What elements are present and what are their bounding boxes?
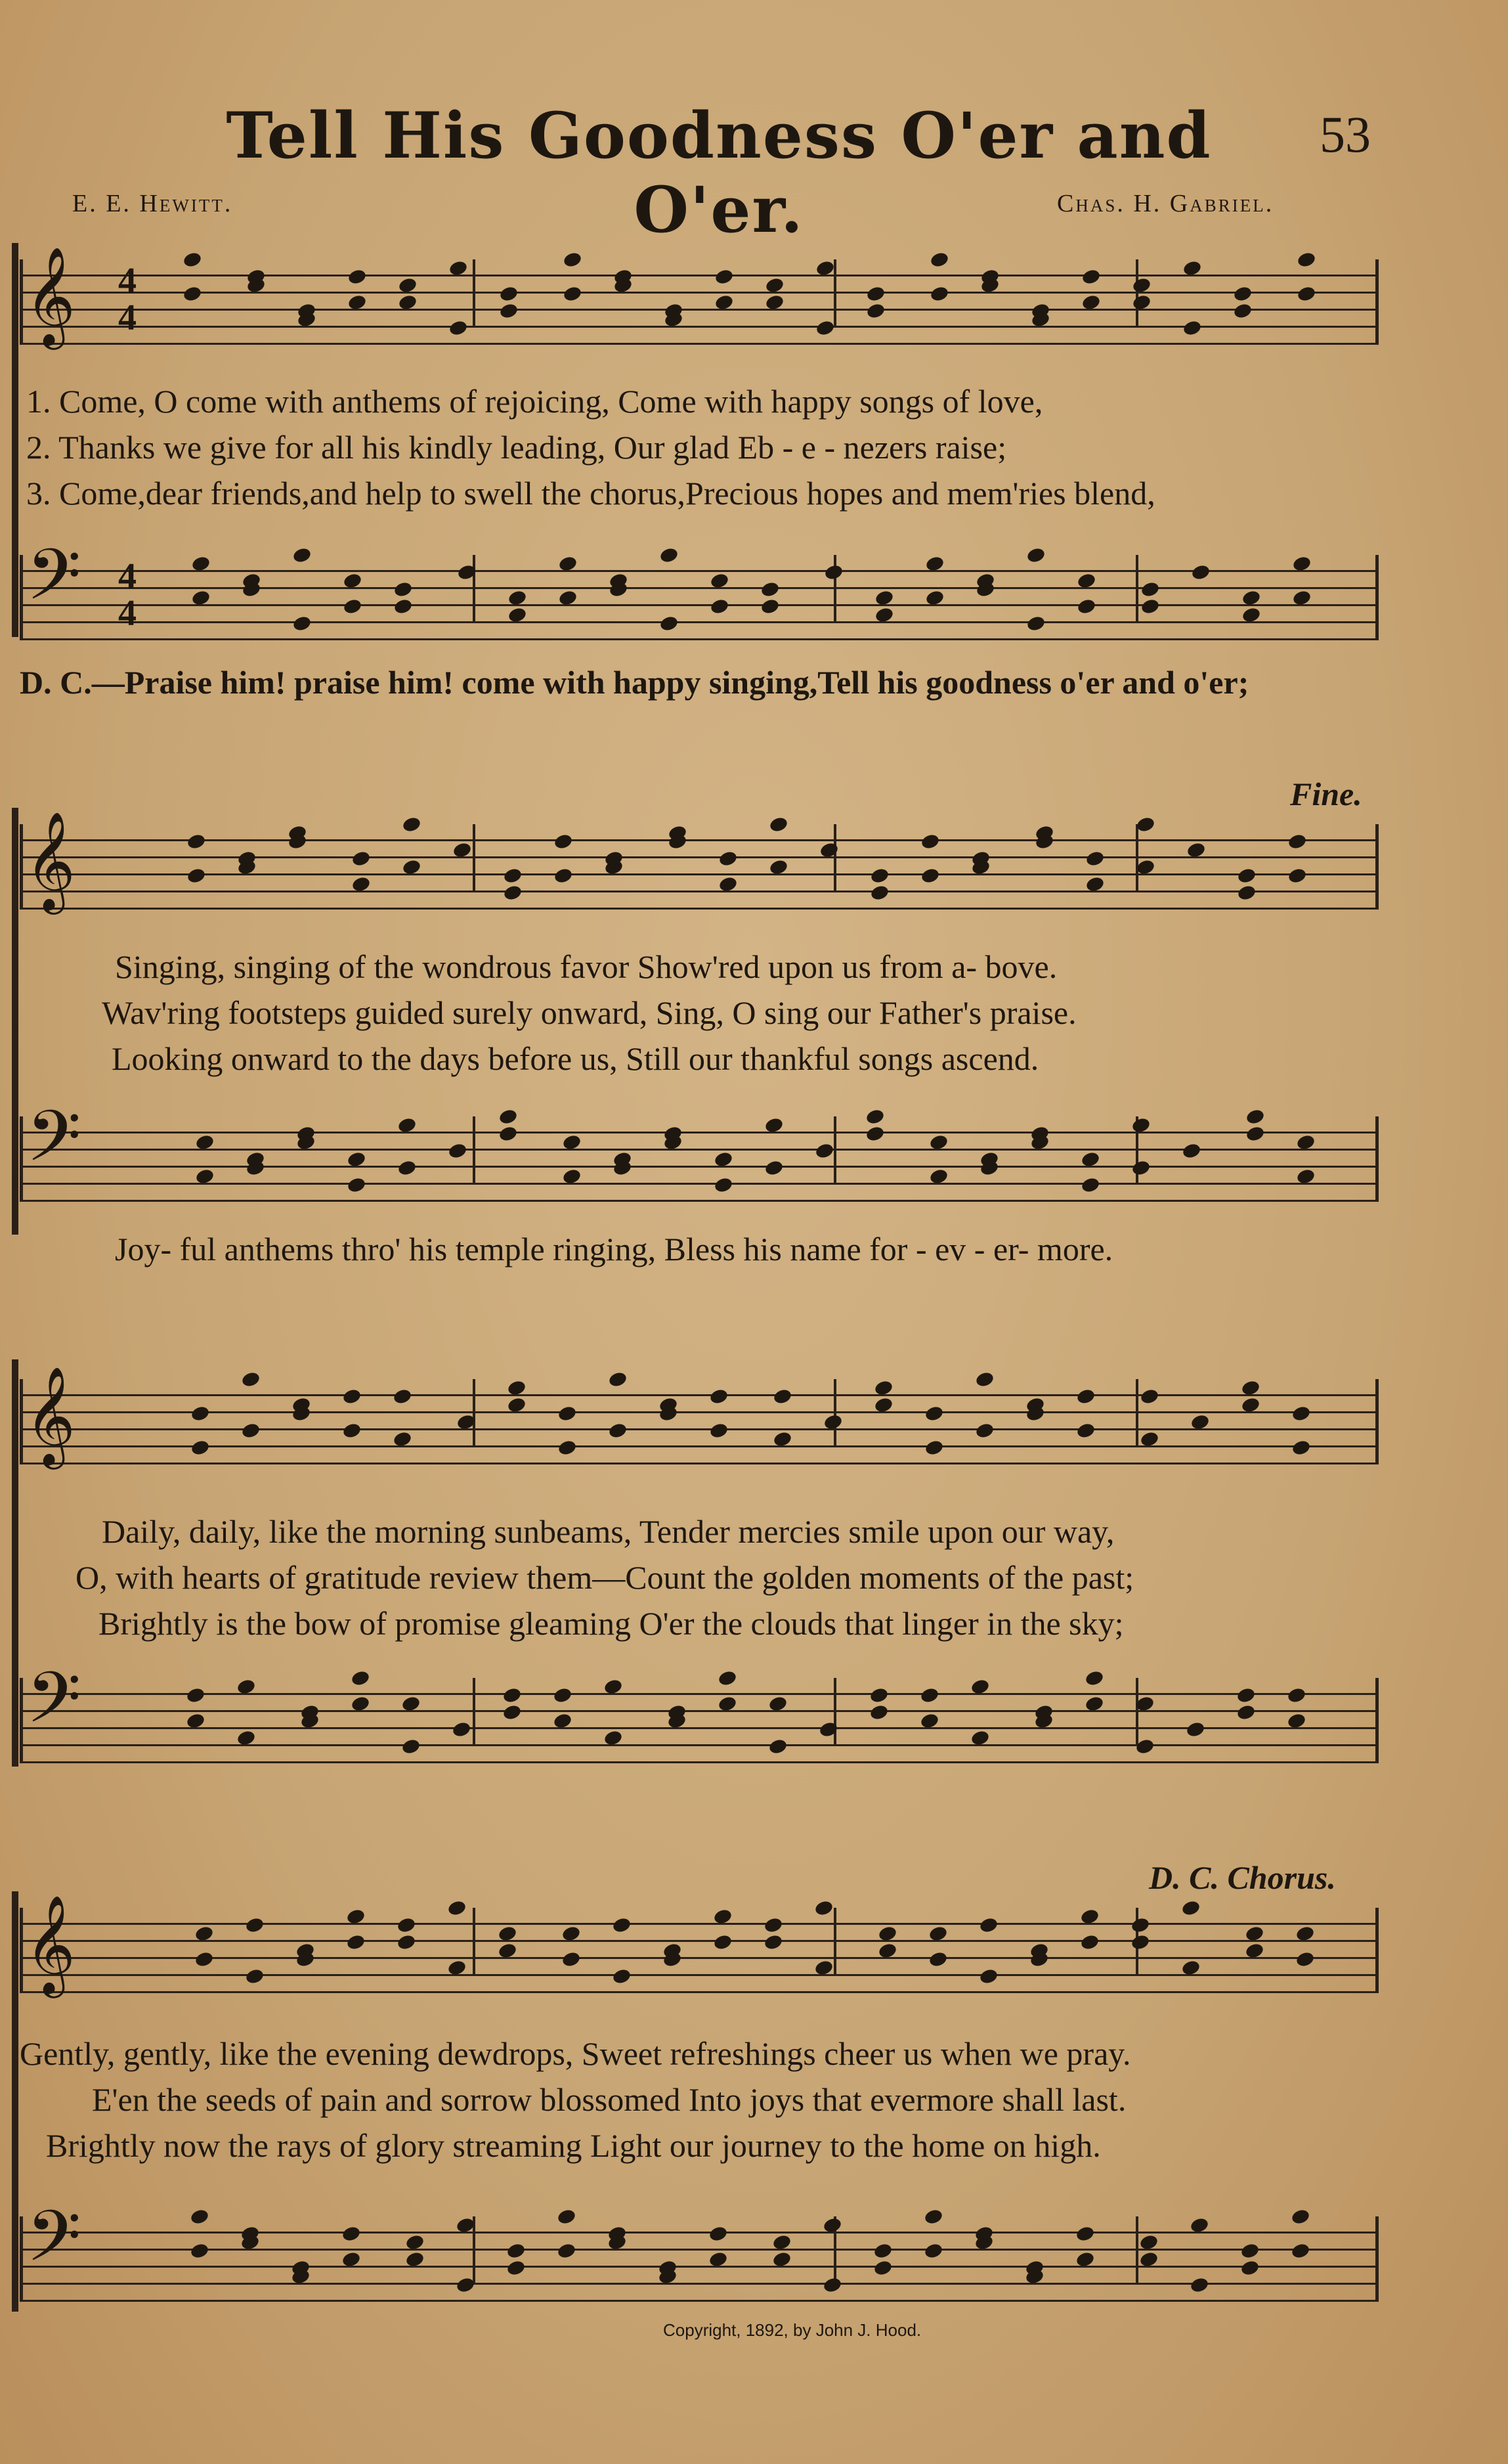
bass-staff <box>20 1095 1379 1202</box>
treble-staff <box>20 1894 1379 1994</box>
bar-line <box>834 1116 836 1185</box>
chorus-line: Joy- ful anthems thro' his temple ringing, Bless his name for - ev - er- more. <box>115 1231 1113 1267</box>
bass-staff <box>20 2195 1379 2302</box>
copyright-notice: Copyright, 1892, by John J. Hood. <box>663 2320 922 2340</box>
system-brace <box>12 808 18 1235</box>
composer-credit: Chas. H. Gabriel. <box>1057 190 1274 217</box>
bar-line <box>473 1678 475 1746</box>
treble-staff <box>20 810 1379 910</box>
verse-3-line: Brightly now the rays of glory streaming Light our journey to the home on high. <box>46 2127 1101 2164</box>
fine-marker: Fine. <box>1290 776 1362 812</box>
bar-line <box>1136 1379 1138 1447</box>
bar-line <box>834 824 836 892</box>
bar-line <box>473 259 475 328</box>
treble-staff <box>20 1365 1379 1465</box>
verse-1-line: Daily, daily, like the morning sunbeams, Tender mercies smile upon our way, <box>102 1513 1115 1550</box>
bass-clef-icon: 𝄢 <box>26 1656 81 1756</box>
page-number: 53 <box>1320 106 1371 163</box>
bar-line <box>473 555 475 623</box>
verse-2-line: E'en the seeds of pain and sorrow blossomed Into joys that evermore shall last. <box>92 2081 1127 2118</box>
bar-line <box>834 1678 836 1746</box>
verse-3-line: Looking onward to the days before us, Still our thankful songs ascend. <box>112 1040 1039 1077</box>
bass-staff <box>20 1656 1379 1763</box>
verse-2-line: Wav'ring footsteps guided surely onward, Sing, O sing our Father's praise. <box>102 994 1077 1031</box>
system-brace <box>12 1891 18 2312</box>
bar-line <box>473 824 475 892</box>
bass-clef-icon: 𝄢 <box>26 2195 81 2295</box>
verse-1-line: 1. Come, O come with anthems of rejoicing, Come with happy songs of love, <box>26 383 1043 420</box>
time-signature: 4 4 <box>118 261 137 338</box>
bass-staff <box>20 533 1379 640</box>
hymn-title: Tell His Goodness O'er and O'er. <box>226 99 1212 247</box>
system-brace <box>12 1359 18 1767</box>
bar-line <box>473 1908 475 1976</box>
system-brace <box>12 243 18 637</box>
verse-1-line: Gently, gently, like the evening dewdrops, Sweet refreshings cheer us when we pray. <box>20 2035 1131 2072</box>
verse-1-line: Singing, singing of the wondrous favor Show'red upon us from a- bove. <box>115 948 1058 985</box>
bar-line <box>473 1379 475 1447</box>
verse-2-line: 2. Thanks we give for all his kindly leading, Our glad Eb - e - nezers raise; <box>26 429 1007 466</box>
bar-line <box>1136 1678 1138 1746</box>
treble-clef-icon: 𝄞 <box>25 810 75 910</box>
verse-3-line: Brightly is the bow of promise gleaming O'er the clouds that linger in the sky; <box>98 1605 1124 1642</box>
treble-clef-icon: 𝄞 <box>25 1365 75 1465</box>
treble-clef-icon: 𝄞 <box>25 1894 75 1994</box>
bar-line <box>473 1116 475 1185</box>
bar-line <box>1136 824 1138 892</box>
time-signature: 4 4 <box>118 556 137 634</box>
treble-staff <box>20 246 1379 345</box>
bass-clef-icon: 𝄢 <box>26 533 81 633</box>
bar-line <box>1136 2216 1138 2285</box>
verse-3-line: 3. Come,dear friends,and help to swell the chorus,Precious hopes and mem'ries blend, <box>26 475 1155 512</box>
treble-clef-icon: 𝄞 <box>25 246 75 345</box>
dc-chorus-marker: D. C. Chorus. <box>1149 1859 1336 1896</box>
bass-clef-icon: 𝄢 <box>26 1095 81 1195</box>
verse-2-line: O, with hearts of gratitude review them—Count the golden moments of the past; <box>75 1559 1134 1596</box>
bar-line <box>1136 555 1138 623</box>
bar-line <box>834 1908 836 1976</box>
dc-line: D. C.—Praise him! praise him! come with happy singing,Tell his goodness o'er and o'er; <box>20 664 1249 701</box>
bar-line <box>834 259 836 328</box>
bar-line <box>1136 259 1138 328</box>
lyricist-credit: E. E. Hewitt. <box>72 190 233 217</box>
bar-line <box>834 1379 836 1447</box>
